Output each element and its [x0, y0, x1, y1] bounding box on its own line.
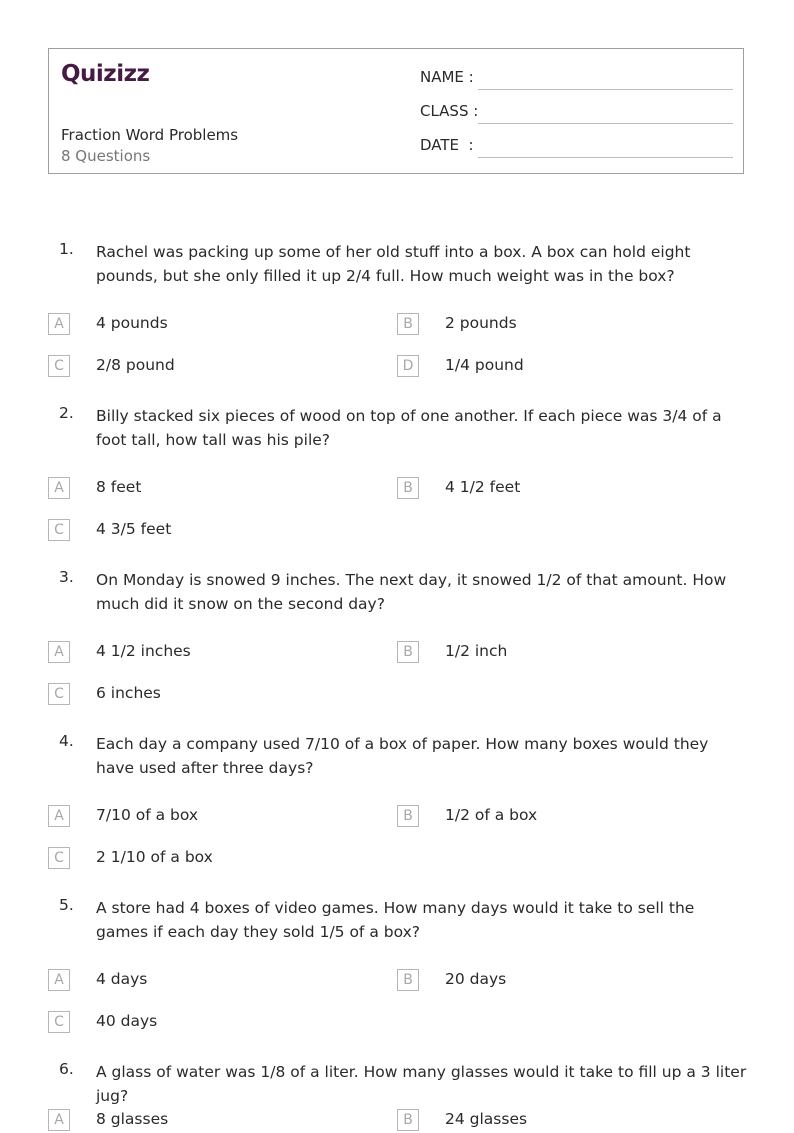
- question-number: 1.: [59, 240, 74, 258]
- option-text: 6 inches: [96, 684, 161, 702]
- option-text: 1/4 pound: [445, 356, 524, 374]
- option-text: 4 1/2 inches: [96, 642, 191, 660]
- option-text: 1/2 of a box: [445, 806, 538, 824]
- date-line[interactable]: [478, 157, 733, 158]
- option-letter-box: A: [48, 1109, 70, 1131]
- option-letter-box: C: [48, 847, 70, 869]
- name-label: NAME :: [420, 68, 474, 86]
- option-letter-box: A: [48, 969, 70, 991]
- question-number: 3.: [59, 568, 74, 586]
- option-letter-box: B: [397, 477, 419, 499]
- option-letter-box: A: [48, 641, 70, 663]
- option-letter-box: C: [48, 1011, 70, 1033]
- option-letter-box: B: [397, 805, 419, 827]
- option-text: 2 1/10 of a box: [96, 848, 213, 866]
- worksheet-title: Fraction Word Problems: [61, 126, 239, 144]
- name-line[interactable]: [478, 89, 733, 90]
- option-letter-box: A: [48, 805, 70, 827]
- option-letter-box: D: [397, 355, 419, 377]
- option-text: 20 days: [445, 970, 507, 988]
- option-letter-box: C: [48, 683, 70, 705]
- option-text: 2/8 pound: [96, 356, 175, 374]
- question-text: A store had 4 boxes of video games. How many days would it take to sell the games if each day they sold 1/5 of a box?: [96, 899, 695, 941]
- option-text: 4 3/5 feet: [96, 520, 172, 538]
- option-letter-box: C: [48, 519, 70, 541]
- option-letter-box: B: [397, 313, 419, 335]
- option-text: 1/2 inch: [445, 642, 508, 660]
- question-number: 6.: [59, 1060, 74, 1078]
- option-text: 2 pounds: [445, 314, 517, 332]
- option-text: 24 glasses: [445, 1110, 528, 1128]
- question-text: Rachel was packing up some of her old stuff into a box. A box can hold eight pounds, but she only filled it up 2/4 full. How much weight was in the box?: [96, 243, 691, 285]
- option-letter-box: A: [48, 313, 70, 335]
- option-letter-box: C: [48, 355, 70, 377]
- option-text: 8 feet: [96, 478, 142, 496]
- class-line[interactable]: [478, 123, 733, 124]
- name-field[interactable]: [420, 68, 478, 86]
- option-letter-box: B: [397, 641, 419, 663]
- option-text: 4 1/2 feet: [445, 478, 521, 496]
- option-text: 8 glasses: [96, 1110, 169, 1128]
- date-field[interactable]: [420, 136, 478, 154]
- svg-text:Quizizz: Quizizz: [61, 61, 150, 87]
- worksheet-header: [48, 48, 744, 174]
- question-number: 5.: [59, 896, 74, 914]
- option-text: 7/10 of a box: [96, 806, 199, 824]
- date-label: DATE :: [420, 136, 474, 154]
- question-text: Billy stacked six pieces of wood on top of one another. If each piece was 3/4 of a foot tall, how tall was his pile?: [96, 407, 722, 449]
- option-letter-box: B: [397, 1109, 419, 1131]
- question-text: Each day a company used 7/10 of a box of paper. How many boxes would they have used after three days?: [96, 735, 709, 777]
- option-text: 40 days: [96, 1012, 158, 1030]
- class-field[interactable]: [420, 102, 478, 120]
- option-text: 4 days: [96, 970, 148, 988]
- question-text: On Monday is snowed 9 inches. The next day, it snowed 1/2 of that amount. How much did it snow on the second day?: [96, 571, 727, 613]
- quizizz-logo: [61, 59, 153, 87]
- option-letter-box: B: [397, 969, 419, 991]
- question-count: 8 Questions: [61, 147, 151, 165]
- question-text: A glass of water was 1/8 of a liter. How many glasses would it take to fill up a 3 liter jug?: [96, 1063, 747, 1105]
- option-letter-box: A: [48, 477, 70, 499]
- class-label: CLASS :: [420, 102, 479, 120]
- question-number: 2.: [59, 404, 74, 422]
- question-number: 4.: [59, 732, 74, 750]
- option-text: 4 pounds: [96, 314, 168, 332]
